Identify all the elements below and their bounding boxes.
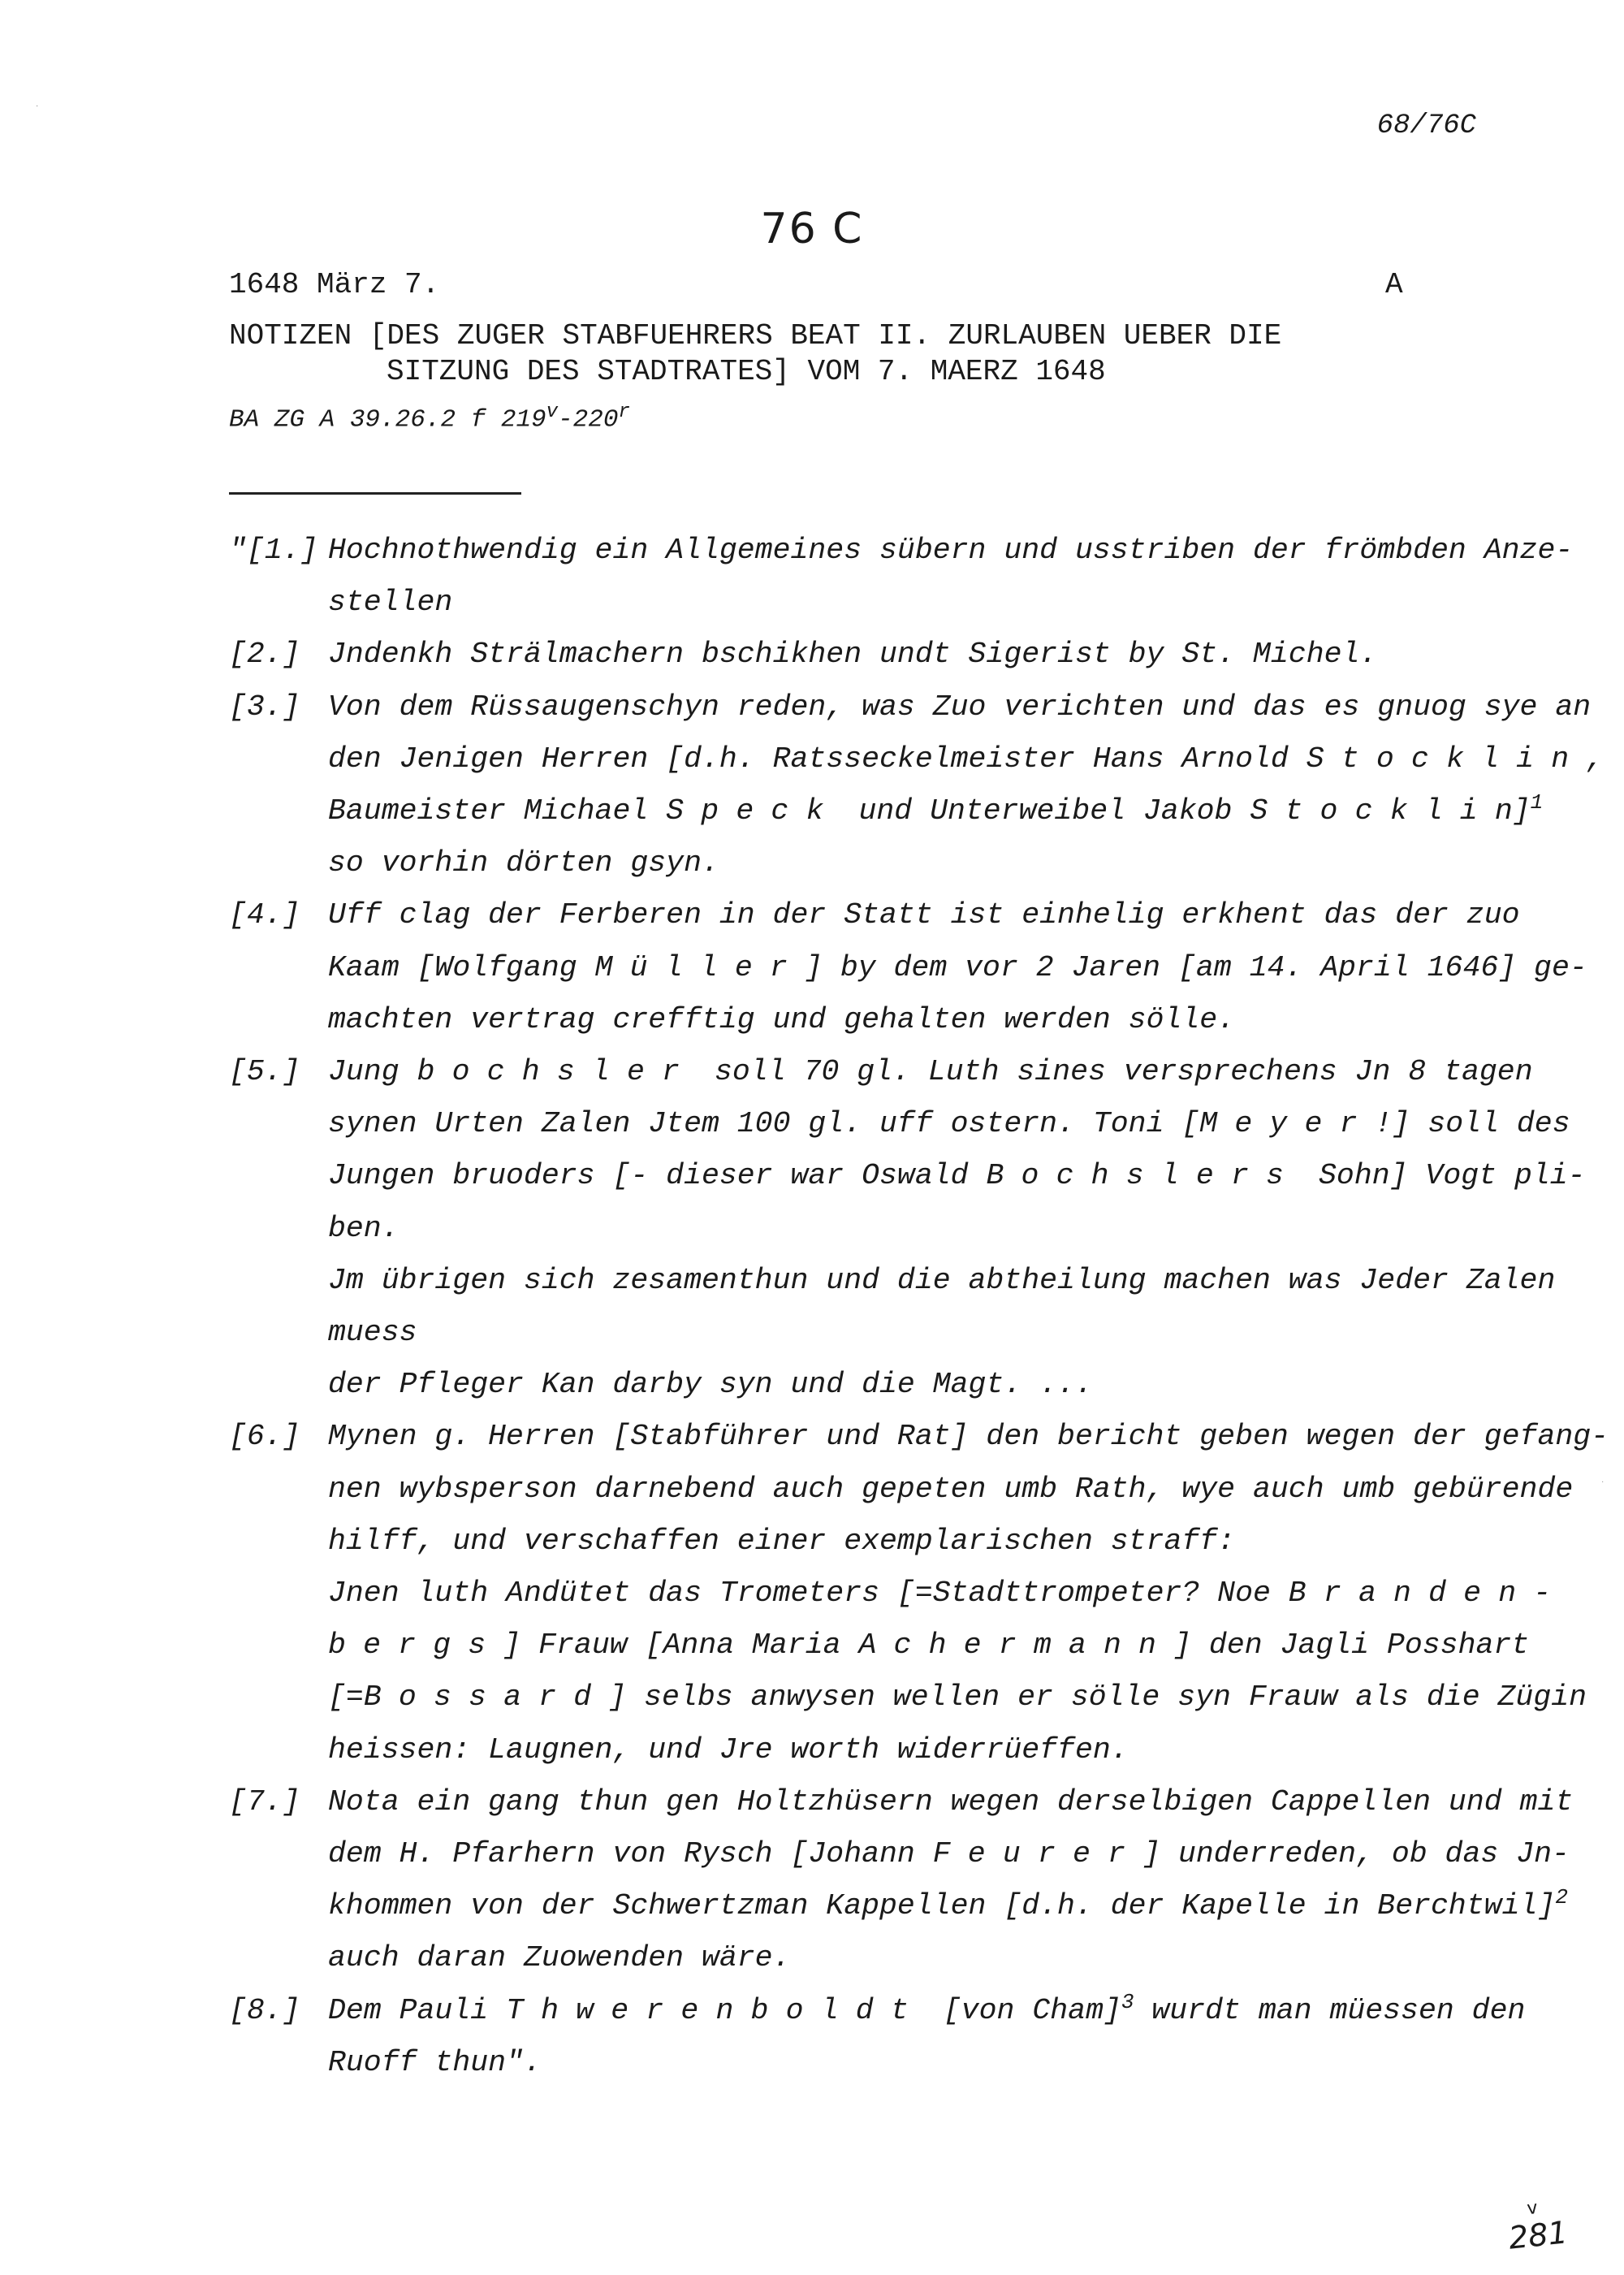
entry-number: [6.] [229, 1420, 300, 1454]
entry-line: Nota ein gang thun gen Holtzhüsern wegen derselbigen Cappellen und mit [328, 1784, 1574, 1819]
entry-2 [229, 629, 1504, 681]
entry-line: heissen: Laugnen, und Jre worth widerrüeffen. [328, 1732, 1129, 1767]
entry-line [328, 1880, 1568, 1932]
footnote-marker: 1 [1530, 789, 1544, 815]
scan-speck: · [1601, 1478, 1605, 1487]
source-superscript: v [546, 401, 559, 423]
spaced-name: Stockli [1250, 794, 1495, 828]
entry-line: Uff clag der Ferberen in der Statt ist einhelig erkhent das der zuo [328, 898, 1520, 932]
text-run: ] Frauw [Anna Maria [503, 1628, 859, 1663]
text-run: khommen von der Schwertzman Kappellen [d.h. der Kapelle in Berchtwil] [328, 1889, 1556, 1923]
entry-number: [7.] [229, 1784, 300, 1819]
entry-line: Jndenkh Strälmachern bschikhen undt Sigerist by St. Michel. [328, 638, 1378, 672]
entry-line: so vorhin dörten gsyn. [328, 846, 719, 880]
entry-line [328, 942, 1587, 994]
entry-number: "[1.] [229, 534, 318, 567]
document-letter: A [1385, 268, 1403, 301]
entry-number: [5.] [229, 1055, 300, 1089]
section-divider [229, 492, 521, 495]
title-line: SITZUNG DES STADTRATES] VOM 7. MAERZ 1648 [387, 355, 1106, 388]
spaced-name: Stocklin [1306, 742, 1587, 776]
entry-line [328, 785, 1544, 837]
entry-line [328, 1985, 1526, 2037]
entry-5 [229, 1046, 1586, 1411]
entry-line [328, 1620, 1530, 1672]
document-title [229, 318, 1423, 390]
entry-1 [229, 525, 1574, 629]
entry-line: stellen [328, 586, 453, 620]
spaced-name: bergs [328, 1628, 503, 1663]
handwritten-page-number [1506, 2197, 1570, 2256]
entry-line: hilff, und verschaffen einer exemplarischen straff: [328, 1524, 1236, 1558]
text-run: den Jenigen Herren [d.h. Ratsseckelmeister Hans Arnold [328, 742, 1307, 776]
entry-number: [2.] [229, 638, 300, 672]
text-run: soll 70 gl. Luth sines versprechens Jn 8 tagen [697, 1055, 1533, 1089]
entry-line [328, 1828, 1570, 1880]
entry-line: Ruoff thun". [328, 2045, 542, 2079]
text-run: ] den Jagli Posshart [1173, 1628, 1530, 1663]
text-run: !] soll des [1374, 1107, 1570, 1141]
handwritten-number-text: 281 [1506, 2214, 1570, 2256]
entry-line: Jm übrigen sich zesamenthun und die abtheilung machen was Jeder Zalen [328, 1263, 1556, 1297]
source-reference [229, 401, 630, 434]
entry-number: [4.] [229, 898, 300, 932]
footnote-marker: 3 [1121, 1989, 1134, 2014]
text-run: Dem Pauli [328, 1993, 507, 2027]
source-prefix: BA ZG A 39.26.2 f 219 [229, 405, 546, 435]
entry-number: [8.] [229, 1993, 300, 2027]
text-run: wurdt man müessen den [1134, 1993, 1526, 2027]
entry-line: machten vertrag crefftig und gehalten werden sölle. [328, 1002, 1236, 1036]
text-run: dem H. Pfarhern von Rysch [Johann [328, 1837, 933, 1871]
spaced-name: Speck [666, 794, 841, 828]
document-number: 76 C [760, 205, 864, 253]
entry-4 [229, 889, 1587, 1046]
spaced-name: bochsler [417, 1055, 698, 1089]
entry-7 [229, 1776, 1574, 1985]
source-superscript: r [618, 401, 630, 423]
entry-line [328, 1098, 1570, 1150]
footnote-marker: 2 [1555, 1885, 1568, 1910]
entry-line [328, 733, 1605, 785]
title-line: NOTIZEN [DES ZUGER STABFUEHRERS BEAT II. ZURLAUBEN UEBER DIE [229, 319, 1282, 352]
entry-line [328, 1672, 1587, 1724]
spaced-name: Branden- [1288, 1576, 1569, 1611]
entry-8 [229, 1985, 1526, 2089]
scan-speck: · [36, 102, 39, 111]
text-run: ] selbs anwysen wellen er sölle syn Frauw als die Zügin [608, 1680, 1587, 1715]
text-run: Kaam [Wolfgang [328, 950, 595, 984]
text-run: Sohn] Vogt pli- [1301, 1159, 1586, 1193]
document-date: 1648 März 7. [229, 268, 440, 301]
entry-line: Mynen g. Herren [Stabführer und Rat] den bericht geben wegen der gefang- [328, 1420, 1609, 1454]
source-mid: -220 [558, 405, 619, 435]
entry-line: nen wybsperson darnebend auch gepeten umb Rath, wye auch umb gebürende [328, 1472, 1574, 1506]
text-run: , [1586, 742, 1605, 776]
entry-line: Von dem Rüssaugenschyn reden, was Zuo verichten und das es gnuog sye an [328, 690, 1592, 724]
text-run: n] [1494, 794, 1531, 828]
spaced-name: Thwerenboldt [506, 1993, 926, 2027]
text-run: synen Urten Zalen Jtem 100 gl. uff ostern. Toni [ [328, 1107, 1200, 1141]
entry-3 [229, 681, 1605, 890]
entry-line [328, 1046, 1533, 1098]
entry-6 [229, 1411, 1609, 1775]
entry-number: [3.] [229, 690, 300, 724]
text-run: Jung [328, 1055, 417, 1089]
spaced-name: Feurer [932, 1837, 1143, 1871]
spaced-name: Meyer [1199, 1107, 1375, 1141]
text-run: [= [328, 1680, 364, 1715]
text-run: Jungen bruoders [- dieser war Oswald [328, 1159, 987, 1193]
entry-list [229, 525, 1609, 2089]
entry-line: Hochnothwendig ein Allgemeines sübern und usstriben der frömbden Anze- [328, 534, 1574, 567]
entry-line: ben. [328, 1211, 400, 1245]
entry-line [328, 1150, 1586, 1202]
text-run: ] underreden, ob das Jn- [1142, 1837, 1570, 1871]
spaced-name: Achermann [858, 1628, 1174, 1663]
text-run: und Unterweibel Jakob [840, 794, 1250, 828]
spaced-name: Müller [594, 950, 806, 984]
spaced-name: Bochslers [986, 1159, 1302, 1193]
text-run: Jnen luth Andütet das Trometers [=Stadttrompeter? Noe [328, 1576, 1289, 1611]
entry-line: der Pfleger Kan darby syn und die Magt. ... [328, 1368, 1093, 1402]
text-run: [von Cham] [925, 1993, 1121, 2027]
spaced-name: Bossard [363, 1680, 609, 1715]
entry-line: auch daran Zuowenden wäre. [328, 1941, 791, 1975]
text-run: Baumeister Michael [328, 794, 667, 828]
page-reference: 68/76C [1376, 110, 1476, 141]
text-run: ] by dem vor 2 Jaren [am 14. April 1646] ge- [805, 950, 1587, 984]
entry-line: muess [328, 1316, 417, 1350]
entry-line [328, 1568, 1569, 1620]
handwritten-tick: v [1526, 2197, 1539, 2220]
